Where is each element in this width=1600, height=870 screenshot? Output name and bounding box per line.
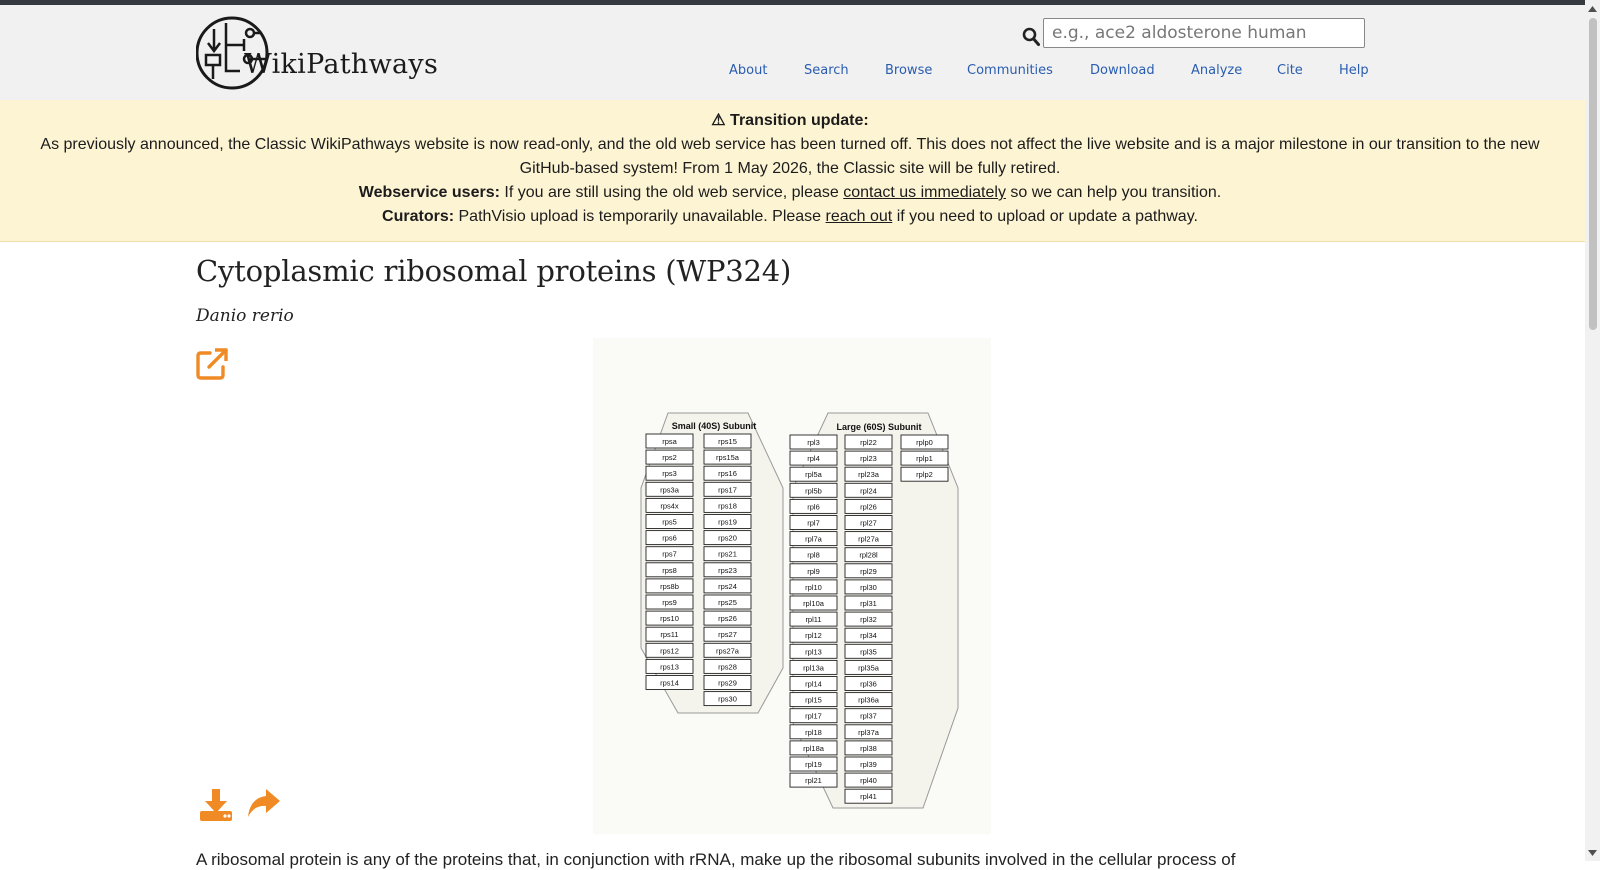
gene-node-label: rpl7a xyxy=(805,534,822,544)
gene-node-label: rpl23 xyxy=(860,454,877,464)
curators-text-post: if you need to upload or update a pathway. xyxy=(892,208,1198,225)
gene-node-label: rps14 xyxy=(660,678,679,688)
gene-node-label: rpl36a xyxy=(858,695,879,705)
contact-link[interactable]: contact us immediately xyxy=(843,184,1006,201)
curators-text-pre: PathVisio upload is temporarily unavailable. Please xyxy=(454,208,826,225)
gene-node-label: rpl27 xyxy=(860,518,877,528)
nav-browse[interactable]: Browse xyxy=(885,63,933,78)
gene-node-label: rps20 xyxy=(718,533,737,543)
gene-node-label: rps5 xyxy=(662,517,677,527)
banner-webservice xyxy=(30,181,1550,205)
gene-node-label: rpl36 xyxy=(860,679,877,689)
gene-node-label: rpl12 xyxy=(805,631,822,641)
gene-node-label: rpl35a xyxy=(858,663,879,673)
gene-node-label: rpl10 xyxy=(805,582,822,592)
nav-communities[interactable]: Communities xyxy=(967,63,1053,78)
gene-node-label: rps27a xyxy=(716,646,739,656)
scroll-up-icon[interactable] xyxy=(1587,4,1598,14)
nav-help[interactable]: Help xyxy=(1339,63,1369,78)
gene-node-label: rps8b xyxy=(660,581,679,591)
gene-node-label: rplp0 xyxy=(916,438,933,447)
gene-node-label: rpl18 xyxy=(805,727,822,737)
gene-node-label: rps7 xyxy=(662,549,677,559)
gene-node-label: rpl24 xyxy=(860,486,877,496)
gene-node-label: rpl38 xyxy=(860,743,877,753)
gene-node-label: rpl32 xyxy=(860,615,877,625)
pathway-diagram[interactable] xyxy=(593,338,991,834)
gene-node-label: rpl21 xyxy=(805,776,822,786)
share-icon[interactable] xyxy=(246,785,282,821)
gene-node-label: rpl30 xyxy=(860,582,877,592)
gene-node-label: rps8 xyxy=(662,565,677,575)
gene-node-label: rpl40 xyxy=(860,776,877,786)
gene-node-label: rpl4 xyxy=(807,454,820,464)
pathway-description: A ribosomal protein is any of the proteins that, in conjunction with rRNA, make up the ribosomal subunits involved in the cellular process of xyxy=(196,850,1236,869)
gene-node-label: rpl14 xyxy=(805,679,822,689)
site-header xyxy=(0,5,1585,100)
gene-node-label: rpl3 xyxy=(807,438,820,447)
nav-download[interactable]: Download xyxy=(1090,63,1155,78)
gene-node-label: rpl11 xyxy=(805,615,822,625)
gene-node-label: rps15a xyxy=(716,453,739,463)
page-title: Cytoplasmic ribosomal proteins (WP324) xyxy=(196,254,792,288)
webservice-text-pre: If you are still using the old web service, please xyxy=(499,184,844,201)
banner-curators xyxy=(30,205,1550,229)
species-name: Danio rerio xyxy=(196,306,294,326)
nav-search[interactable]: Search xyxy=(804,63,849,78)
gene-node-label: rps17 xyxy=(718,485,737,495)
gene-node-label: rps24 xyxy=(718,581,737,591)
gene-node-label: rpl6 xyxy=(807,502,820,512)
gene-node-label: rps12 xyxy=(660,646,679,656)
external-link-icon[interactable] xyxy=(195,347,229,381)
nav-analyze[interactable]: Analyze xyxy=(1191,63,1243,78)
gene-node-label: rps6 xyxy=(662,533,677,543)
gene-node-label: rpl18a xyxy=(803,743,824,753)
download-icon[interactable] xyxy=(198,787,234,823)
gene-node-label: rps3a xyxy=(660,485,679,495)
gene-node-label: rpl13 xyxy=(805,647,822,657)
gene-node-label: rplp2 xyxy=(916,470,933,480)
gene-node-label: rpl41 xyxy=(860,792,877,802)
gene-node-label: rpl26 xyxy=(860,502,877,512)
gene-node-label: rps29 xyxy=(718,678,737,688)
gene-node-label: rpl15 xyxy=(805,695,822,705)
gene-node-label: rpl37 xyxy=(860,711,877,721)
gene-node-label: rpl8 xyxy=(807,550,820,560)
gene-node-label: rps25 xyxy=(718,598,737,607)
banner-line-2: GitHub-based system! From 1 May 2026, the Classic site will be fully retired. xyxy=(519,160,1061,177)
gene-node-label: rpsa xyxy=(662,437,677,446)
gene-node-label: rpl27a xyxy=(858,534,879,544)
curators-label: Curators: xyxy=(382,208,455,225)
gene-node-label: rpl39 xyxy=(860,760,877,769)
gene-node-label: rplp1 xyxy=(916,454,933,464)
large-subunit-label: Large (60S) Subunit xyxy=(836,422,922,432)
gene-node-label: rps19 xyxy=(718,517,737,527)
gene-node-label: rpl13a xyxy=(803,663,824,673)
logo-text: WikiPathways xyxy=(244,49,439,80)
gene-node-label: rps9 xyxy=(662,598,677,607)
gene-node-label: rps23 xyxy=(718,565,737,575)
gene-node-label: rps27 xyxy=(718,630,737,640)
gene-node-label: rpl17 xyxy=(805,711,822,721)
gene-node-label: rps10 xyxy=(660,614,679,624)
banner-line-1: As previously announced, the Classic WikiPathways website is now read-only, and the old web service has been turned off. This does not affect the live website and is a major milestone in our transition to the new xyxy=(40,136,1540,153)
gene-node-label: rpl19 xyxy=(805,760,822,769)
search-icon[interactable] xyxy=(1022,27,1040,47)
nav-cite[interactable]: Cite xyxy=(1277,63,1303,78)
small-subunit-label: Small (40S) Subunit xyxy=(671,421,757,431)
gene-node-label: rps15 xyxy=(718,437,737,446)
gene-node-label: rpl23a xyxy=(858,470,879,480)
reach-out-link[interactable]: reach out xyxy=(825,208,893,225)
gene-node-label: rpl28l xyxy=(859,550,878,560)
gene-node-label: rpl37a xyxy=(858,727,879,737)
pathway-svg xyxy=(593,338,991,834)
gene-node-label: rpl9 xyxy=(807,566,820,576)
gene-node-label: rps18 xyxy=(718,501,737,511)
gene-node-label: rps30 xyxy=(718,694,737,704)
gene-node-label: rps2 xyxy=(662,453,677,463)
webservice-label: Webservice users: xyxy=(358,184,500,201)
main-nav xyxy=(0,63,1585,85)
gene-node-label: rpl35 xyxy=(860,647,877,657)
gene-node-label: rps11 xyxy=(660,630,679,640)
nav-about[interactable]: About xyxy=(729,63,768,78)
gene-node-label: rpl5a xyxy=(805,470,822,480)
scroll-down-icon[interactable] xyxy=(1587,848,1598,858)
search-input[interactable] xyxy=(1043,18,1365,48)
transition-banner xyxy=(0,100,1585,242)
gene-node-label: rps16 xyxy=(718,469,737,479)
gene-node-label: rpl22 xyxy=(860,438,877,447)
gene-node-label: rps3 xyxy=(662,469,677,479)
gene-node-label: rps4x xyxy=(660,501,679,511)
gene-node-label: rpl10a xyxy=(803,599,824,608)
gene-node-label: rps28 xyxy=(718,662,737,672)
scrollbar-thumb[interactable] xyxy=(1589,18,1597,330)
gene-node-label: rpl7 xyxy=(807,518,820,528)
gene-node-label: rps21 xyxy=(718,549,737,559)
gene-node-label: rpl31 xyxy=(860,599,877,608)
webservice-text-post: so we can help you transition. xyxy=(1005,184,1222,201)
gene-node-label: rps26 xyxy=(718,614,737,624)
gene-node-label: rpl29 xyxy=(860,566,877,576)
gene-node-label: rpl34 xyxy=(860,631,877,641)
gene-node-label: rpl5b xyxy=(805,486,822,496)
banner-title: ⚠ Transition update: xyxy=(711,112,869,129)
gene-node-label: rps13 xyxy=(660,662,679,672)
